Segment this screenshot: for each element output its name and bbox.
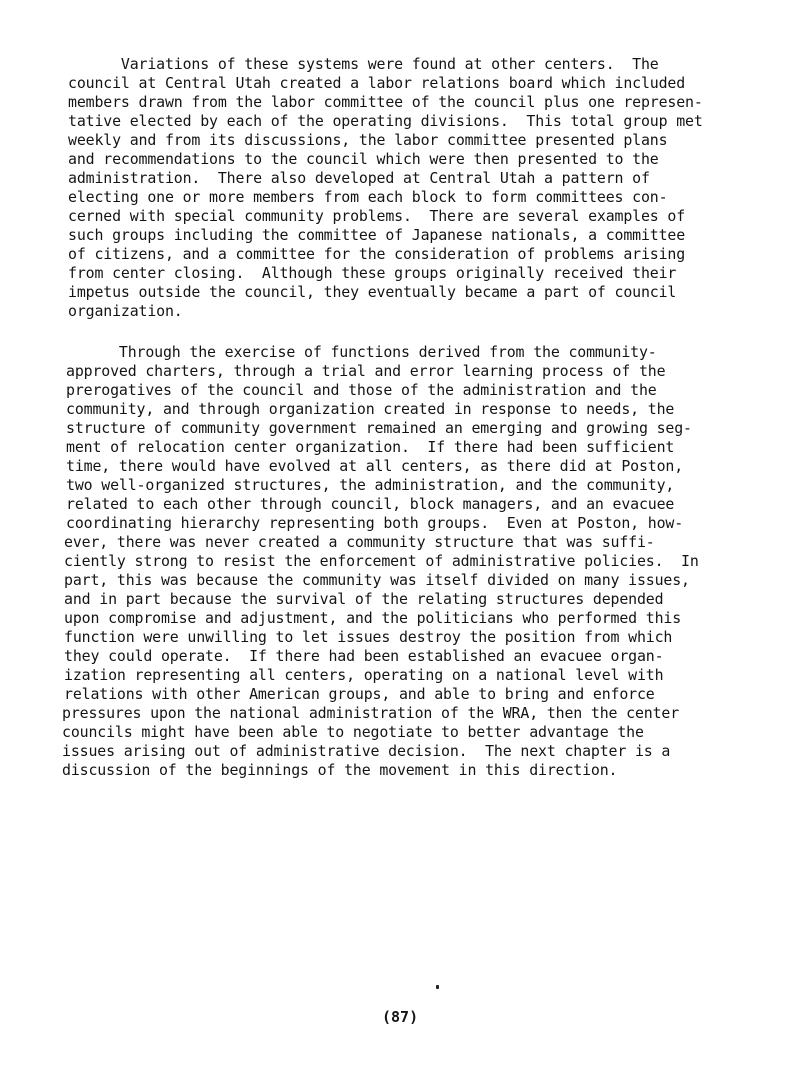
text-line: they could operate. If there had been established an evacuee organ-: [64, 647, 664, 665]
text-line: ization representing all centers, operating on a national level with: [64, 666, 664, 684]
text-line: issues arising out of administrative decision. The next chapter is a: [62, 742, 671, 760]
text-line: such groups including the committee of Japanese nationals, a committee: [68, 226, 686, 244]
text-line: administration. There also developed at Central Utah a pattern of: [68, 169, 650, 187]
text-line: prerogatives of the council and those of the administration and the: [66, 381, 657, 399]
text-line: pressures upon the national administration of the WRA, then the center: [62, 704, 680, 722]
text-line: and in part because the survival of the relating structures depended: [64, 590, 664, 608]
text-line: discussion of the beginnings of the movement in this direction.: [62, 761, 618, 779]
text-line: function were unwilling to let issues destroy the position from which: [64, 628, 673, 646]
text-line: time, there would have evolved at all centers, as there did at Poston,: [66, 457, 684, 475]
text-line: community, and through organization created in response to needs, the: [66, 400, 675, 418]
text-line: Variations of these systems were found at other centers. The: [68, 55, 659, 73]
text-line: electing one or more members from each block to form committees con-: [68, 188, 668, 206]
text-line: and recommendations to the council which were then presented to the: [68, 150, 659, 168]
text-line: members drawn from the labor committee of the council plus one represen-: [68, 93, 703, 111]
page-number: (87): [382, 1008, 419, 1026]
scan-speck: [436, 985, 439, 989]
text-line: ment of relocation center organization. If there had been sufficient: [66, 438, 675, 456]
text-line: council at Central Utah created a labor relations board which included: [68, 74, 686, 92]
text-line: upon compromise and adjustment, and the politicians who performed this: [64, 609, 682, 627]
text-line: two well-organized structures, the administration, and the community,: [66, 476, 675, 494]
text-line: structure of community government remained an emerging and growing seg-: [66, 419, 692, 437]
text-line: tative elected by each of the operating divisions. This total group met: [68, 112, 703, 130]
text-line: coordinating hierarchy representing both groups. Even at Poston, how-: [66, 514, 684, 532]
text-line: impetus outside the council, they eventually became a part of council: [68, 283, 677, 301]
text-line: ciently strong to resist the enforcement of administrative policies. In: [64, 552, 699, 570]
text-line: from center closing. Although these groups originally received their: [68, 264, 677, 282]
text-line: approved charters, through a trial and error learning process of the: [66, 362, 666, 380]
text-line: related to each other through council, block managers, and an evacuee: [66, 495, 675, 513]
text-line: ever, there was never created a community structure that was suffi-: [64, 533, 655, 551]
text-line: weekly and from its discussions, the labor committee presented plans: [68, 131, 668, 149]
text-line: Through the exercise of functions derived from the community-: [66, 343, 657, 361]
text-line: relations with other American groups, and able to bring and enforce: [64, 685, 655, 703]
text-line: of citizens, and a committee for the consideration of problems arising: [68, 245, 686, 263]
text-line: organization.: [68, 302, 183, 320]
text-line: councils might have been able to negotiate to better advantage the: [62, 723, 644, 741]
text-line: cerned with special community problems. There are several examples of: [68, 207, 686, 225]
text-line: part, this was because the community was itself divided on many issues,: [64, 571, 690, 589]
